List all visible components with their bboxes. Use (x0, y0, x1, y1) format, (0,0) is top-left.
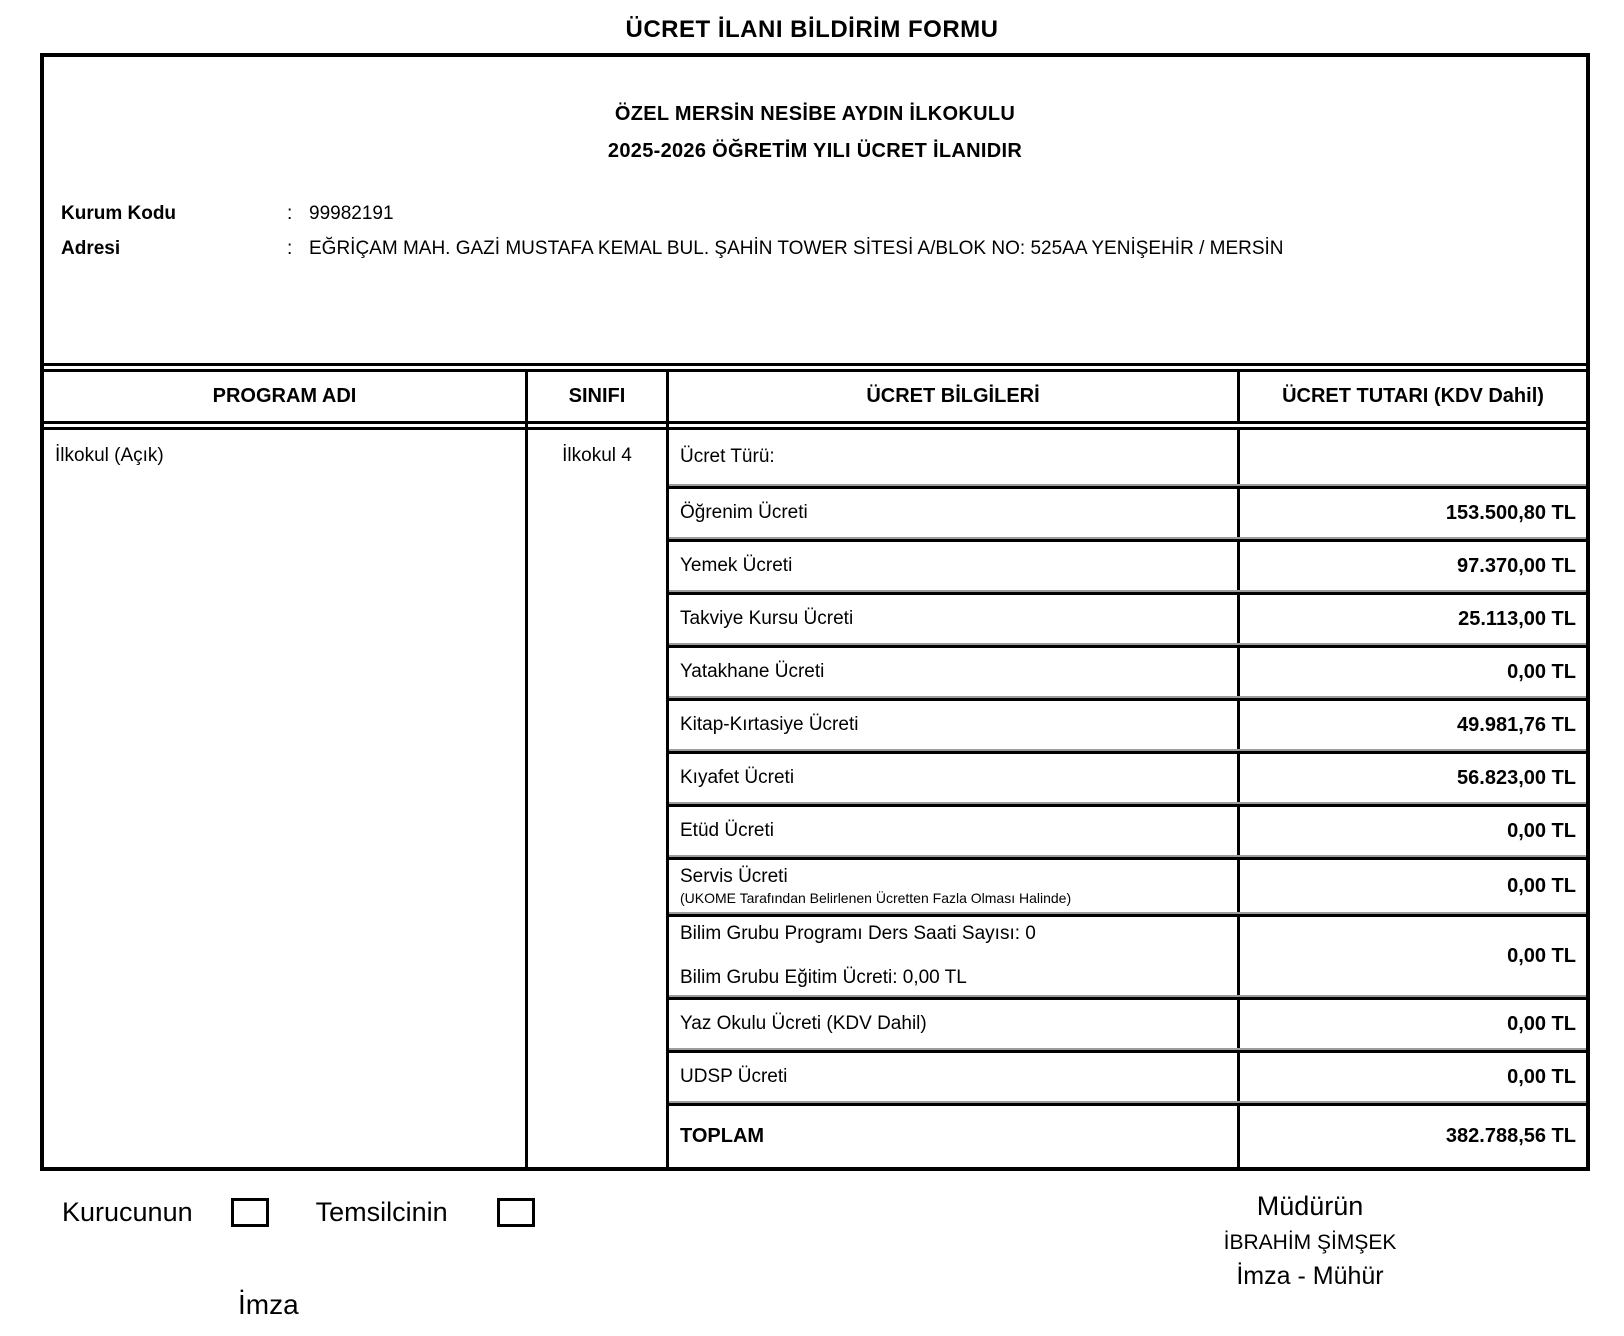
total-amount: 382.788,56 TL (1445, 1125, 1576, 1147)
signature-area (40, 1171, 1590, 1336)
sinifi-header: SINIFI (528, 372, 666, 430)
fee-label: Kıyafet Ücreti (680, 767, 795, 788)
fees-header-row (669, 372, 1586, 430)
fee-label-cell (669, 489, 1240, 537)
fee-label-cell (669, 1000, 1240, 1048)
fee-amount (1240, 430, 1586, 484)
fee-row (669, 430, 1586, 486)
fee-label-cell (669, 860, 1240, 912)
fee-amount: 49.981,76 TL (1457, 713, 1576, 736)
school-name: ÖZEL MERSİN NESİBE AYDIN İLKOKULU (614, 103, 1016, 125)
fee-label: Takviye Kursu Ücreti (680, 608, 854, 629)
fee-amount: 0,00 TL (1507, 1012, 1576, 1035)
fee-row (669, 751, 1586, 804)
program-adi-header: PROGRAM ADI (44, 372, 525, 430)
fee-table (44, 369, 1586, 1167)
ucret-tutari-header: ÜCRET TUTARI (KDV Dahil) (1282, 385, 1544, 407)
kurum-kodu-colon: : (287, 203, 293, 224)
fee-amount: 0,00 TL (1507, 660, 1576, 683)
kurucunun-checkbox[interactable] (231, 1198, 269, 1227)
total-label: TOPLAM (680, 1125, 765, 1147)
program-adi-cell (44, 430, 525, 1167)
fee-label: Ücret Türü: (680, 446, 775, 467)
temsilcinin-checkbox[interactable] (497, 1198, 535, 1227)
fee-label: Kitap-Kırtasiye Ücreti (680, 714, 859, 735)
adresi-colon: : (287, 238, 293, 259)
kurucunun-label: Kurucunun (62, 1197, 193, 1227)
fee-label: UDSP Ücreti (680, 1066, 788, 1087)
kurum-kodu-value: 99982191 (309, 203, 394, 224)
fee-label-cell (669, 754, 1240, 802)
temsilcinin-label: Temsilcinin (315, 1197, 448, 1227)
fee-label-second-line: Bilim Grubu Eğitim Ücreti: 0,00 TL (680, 967, 967, 988)
fee-row (669, 804, 1586, 857)
fee-amount: 0,00 TL (1507, 1065, 1576, 1088)
program-column (44, 372, 528, 1167)
mudurun-label: Müdürün (1256, 1191, 1364, 1221)
fee-row (669, 997, 1586, 1050)
fee-label: Yaz Okulu Ücreti (KDV Dahil) (680, 1013, 927, 1034)
sinifi-value: İlkokul 4 (562, 445, 632, 466)
fee-label-cell (669, 648, 1240, 696)
fee-label-cell (669, 917, 1240, 995)
fee-row (669, 486, 1586, 539)
fees-column (669, 372, 1586, 1167)
fee-label: Yemek Ücreti (680, 555, 793, 576)
fee-row (669, 1050, 1586, 1103)
fee-amount: 0,00 TL (1507, 944, 1576, 967)
school-info-section (44, 103, 1586, 366)
fee-sublabel: (UKOME Tarafından Belirlenen Ücretten Fazla Olması Halinde) (680, 890, 1072, 906)
sinifi-cell (528, 430, 666, 1167)
fee-row (669, 857, 1586, 914)
fee-row (669, 645, 1586, 698)
form-title: ÜCRET İLANI BİLDİRİM FORMU (625, 16, 999, 43)
announcement-line: 2025-2026 ÖĞRETİM YILI ÜCRET İLANIDIR (607, 140, 1023, 162)
fee-label-cell (669, 430, 1240, 484)
form-body-box (40, 53, 1590, 1171)
fee-label-cell (669, 542, 1240, 590)
fee-label-cell (669, 595, 1240, 643)
fee-row (669, 698, 1586, 751)
kurum-kodu-label: Kurum Kodu (61, 203, 177, 224)
fee-rows (669, 430, 1586, 1103)
fee-label: Bilim Grubu Programı Ders Saati Sayısı: 0 (680, 923, 1036, 944)
fee-label-cell (669, 1053, 1240, 1101)
sinif-column (528, 372, 669, 1167)
fee-amount: 0,00 TL (1507, 819, 1576, 842)
program-adi-value: İlkokul (Açık) (55, 445, 164, 466)
director-group (1070, 1191, 1550, 1291)
adresi-row (44, 238, 1586, 260)
mudur-name: İBRAHİM ŞİMŞEK (1223, 1231, 1397, 1254)
adresi-value: EĞRİÇAM MAH. GAZİ MUSTAFA KEMAL BUL. ŞAHİN TOWER SİTESİ A/BLOK NO: 525AA YENİŞEHİR / MERSİN (309, 238, 1284, 259)
fee-amount: 56.823,00 TL (1457, 766, 1576, 789)
fee-label: Yatakhane Ücreti (680, 661, 825, 682)
imza-muhur-label: İmza - Mühür (1236, 1262, 1384, 1290)
fee-label: Servis Ücreti (680, 866, 788, 887)
founder-representative-group (62, 1197, 535, 1228)
fee-row (669, 592, 1586, 645)
ucret-bilgileri-header: ÜCRET BİLGİLERİ (669, 372, 1240, 421)
fee-amount: 153.500,80 TL (1445, 501, 1576, 524)
fee-row (669, 539, 1586, 592)
total-label-cell (669, 1106, 1240, 1167)
fee-label-cell (669, 807, 1240, 855)
adresi-label: Adresi (61, 238, 121, 259)
fee-label-cell (669, 701, 1240, 749)
fee-amount: 97.370,00 TL (1457, 554, 1576, 577)
kurum-kodu-row (44, 203, 1586, 225)
fee-row (669, 914, 1586, 997)
fee-amount: 25.113,00 TL (1458, 607, 1576, 630)
fee-label: Öğrenim Ücreti (680, 502, 808, 523)
fee-amount: 0,00 TL (1507, 874, 1576, 897)
total-row (669, 1103, 1586, 1167)
fee-label: Etüd Ücreti (680, 820, 774, 841)
imza-label: İmza (238, 1289, 299, 1320)
